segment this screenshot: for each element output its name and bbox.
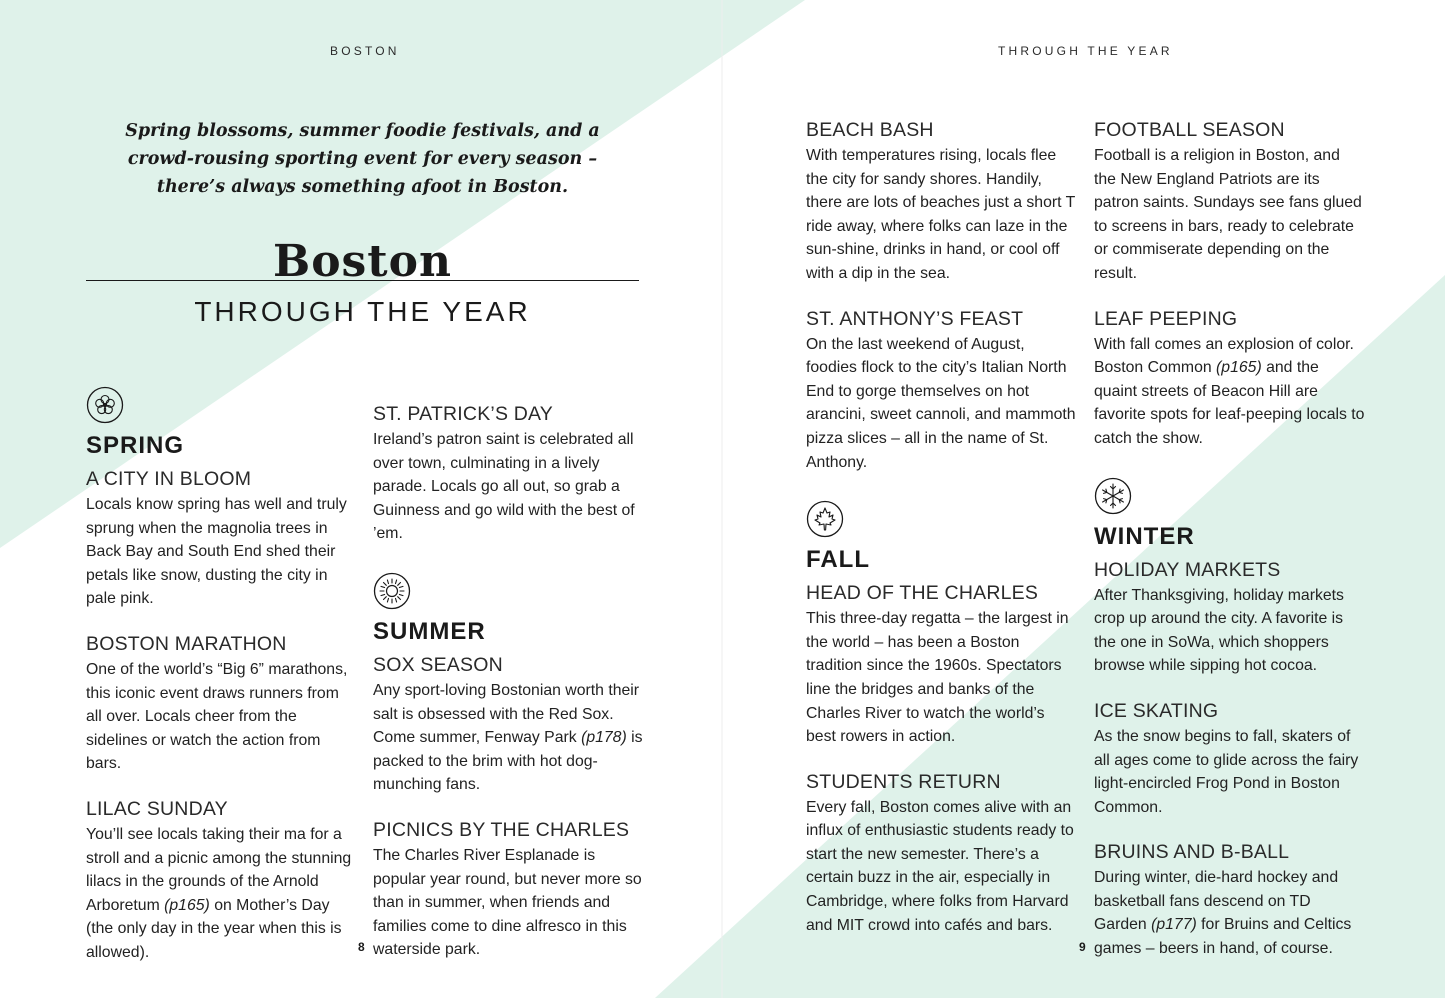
title-block: [86, 236, 639, 287]
entry-title: A CITY IN BLOOM: [86, 468, 252, 490]
entry-boston-marathon: [86, 632, 358, 776]
entry-title: ST. ANTHONY’S FEAST: [806, 307, 1024, 330]
entry-students-return: [806, 770, 1078, 938]
entry-title: BOSTON MARATHON: [86, 632, 287, 655]
entry-head-of-the-charles: [806, 581, 1078, 749]
entry-leaf-peeping: [1094, 307, 1366, 451]
entry-text: [86, 823, 358, 965]
entry-st-patricks: [373, 402, 645, 546]
season-summer: [373, 572, 645, 646]
page-number-right: 9: [1079, 940, 1086, 954]
entry-football-season: [1094, 118, 1366, 286]
entry-picnics-by-the-charles: [373, 818, 645, 962]
entry-text: The Charles River Esplanade is popular year round, but never more so than in summer, when friends and families come to dine alfresco in this waterside park.: [373, 846, 642, 959]
entry-title: LILAC SUNDAY: [86, 797, 228, 820]
entry-text-part: and the quaint streets of Beacon Hill are favorite spots for leaf-peeping locals to catch the show.: [1094, 359, 1365, 447]
entry-title: FOOTBALL SEASON: [1094, 119, 1285, 141]
entry-text: Football is a religion in Boston, and the New England Patriots are its patron saints. Sundays see fans glued to screens in bars, ready to celebrate or commiserate depending on the result.: [1094, 147, 1362, 282]
entry-text: [1094, 333, 1366, 451]
spring-column: [86, 386, 358, 986]
summer-column: [373, 402, 645, 983]
entry-text-part: With fall comes an explosion of color. Boston Common: [1094, 335, 1354, 377]
entry-text: Ireland’s patron saint is celebrated all over town, culminating in a lively parade. Locals go all out, so grab a Guinness and go wild with the best of ’em.: [373, 431, 635, 543]
entry-text: Locals know spring has well and truly sprung when the magnolia trees in Back Bay and South End shed their petals like snow, dusting the city in pale pink.: [86, 496, 347, 608]
entry-sox-season: [373, 653, 645, 797]
entry-text: This three-day regatta – the largest in the world – has been a Boston tradition since the 1960s. Spectators line the bridges and banks of the Charles River to watch the world’s best rowers in action.: [806, 610, 1069, 746]
flower-icon: [86, 386, 124, 424]
entry-bruins-and-b-ball: [1094, 840, 1366, 960]
entry-st-anthonys-feast: [806, 307, 1078, 475]
entry-text-part: for Bruins and Celtics games – beers in hand, of course.: [1094, 916, 1352, 958]
entry-lilac-sunday: [86, 797, 358, 965]
entry-title: HEAD OF THE CHARLES: [806, 582, 1039, 605]
snowflake-icon: [1094, 477, 1132, 515]
entry-text-part: Any sport-loving Bostonian worth their salt is obsessed with the Red Sox. Come summer, Fenway Park: [373, 681, 640, 747]
entry-title: BRUINS AND B-BALL: [1094, 841, 1290, 864]
winter-column: [1094, 118, 1366, 982]
entry-title: STUDENTS RETURN: [806, 770, 1001, 793]
entry-title: ST. PATRICK’S DAY: [373, 403, 554, 425]
entry-text: On the last weekend of August, foodies flock to the city’s Italian North End to gorge themselves on hot arancini, sweet cannoli, and mammoth pizza slices – all in the name of St. Anthony.: [806, 335, 1076, 471]
running-head-left: BOSTON: [330, 44, 400, 58]
page-reference: (p165): [164, 896, 210, 914]
entry-text-part: During winter, die-hard hockey and basketball fans descend on TD Garden: [1094, 869, 1339, 934]
intro-text: Spring blossoms, summer foodie festivals, and a crowd-rousing sporting event for every season – there’s always something afoot in Boston.: [125, 121, 600, 197]
page-reference: (p178): [581, 729, 627, 747]
entry-text: One of the world’s “Big 6” marathons, this iconic event draws runners from all over. Locals cheer from the sidelines or watch the action from bars.: [86, 660, 348, 773]
entry-text-part: is packed to the brim with hot dog-munching fans.: [373, 729, 643, 794]
entry-title: BEACH BASH: [806, 119, 934, 141]
page-title: Boston: [273, 236, 452, 287]
entry-title: ICE SKATING: [1094, 699, 1219, 722]
entry-holiday-markets: [1094, 558, 1366, 678]
entry-beach-bash: [806, 118, 1078, 286]
entry-text-part: on Mother’s Day (the only day in the year when this is allowed).: [86, 896, 342, 961]
entry-title: PICNICS BY THE CHARLES: [373, 818, 630, 841]
entry-text: [1094, 866, 1366, 960]
page-reference: (p165): [1216, 359, 1262, 377]
entry-ice-skating: [1094, 699, 1366, 819]
season-name-fall: FALL: [806, 546, 870, 574]
running-head-right: THROUGH THE YEAR: [998, 44, 1173, 58]
season-winter: [1094, 477, 1366, 551]
entry-text-part: You’ll see locals taking their ma for a stroll and a picnic among the stunning lilacs in the grounds of the Arnold Arboretum: [86, 825, 352, 914]
sun-icon: [373, 572, 411, 610]
page-subtitle: THROUGH THE YEAR: [194, 296, 531, 327]
maple-leaf-icon: [806, 500, 844, 538]
entry-text: [373, 679, 645, 797]
entry-text: After Thanksgiving, holiday markets crop up around the city. A favorite is the one in SoWa, which shoppers browse while sipping hot cocoa.: [1094, 586, 1344, 675]
entry-text: As the snow begins to fall, skaters of all ages come to glide across the fairy light-encircled Frog Pond in Boston Common.: [1094, 727, 1359, 816]
fall-column: [806, 118, 1078, 958]
season-name-winter: WINTER: [1094, 522, 1195, 550]
season-name-summer: SUMMER: [373, 617, 486, 645]
season-spring: [86, 386, 358, 460]
season-name-spring: SPRING: [86, 432, 185, 459]
page-number-left: 8: [358, 940, 365, 954]
season-fall: [806, 500, 1078, 574]
entry-text: With temperatures rising, locals flee the city for sandy shores. Handily, there are lots of beaches just a short T ride away, where folks can laze in the sun-shine, drinks in hand, or cool off with a dip in the sea.: [806, 147, 1075, 282]
entry-title: SOX SEASON: [373, 653, 503, 676]
entry-title: LEAF PEEPING: [1094, 307, 1238, 330]
page-reference: (p177): [1151, 916, 1197, 934]
entry-text: Every fall, Boston comes alive with an influx of enthusiastic students ready to start the new semester. There’s a certain buzz in the air, especially in Cambridge, where folks from Harvard and MIT crowd into cafés and bars.: [806, 798, 1074, 934]
entry-city-in-bloom: [86, 467, 358, 611]
entry-title: HOLIDAY MARKETS: [1094, 558, 1281, 581]
